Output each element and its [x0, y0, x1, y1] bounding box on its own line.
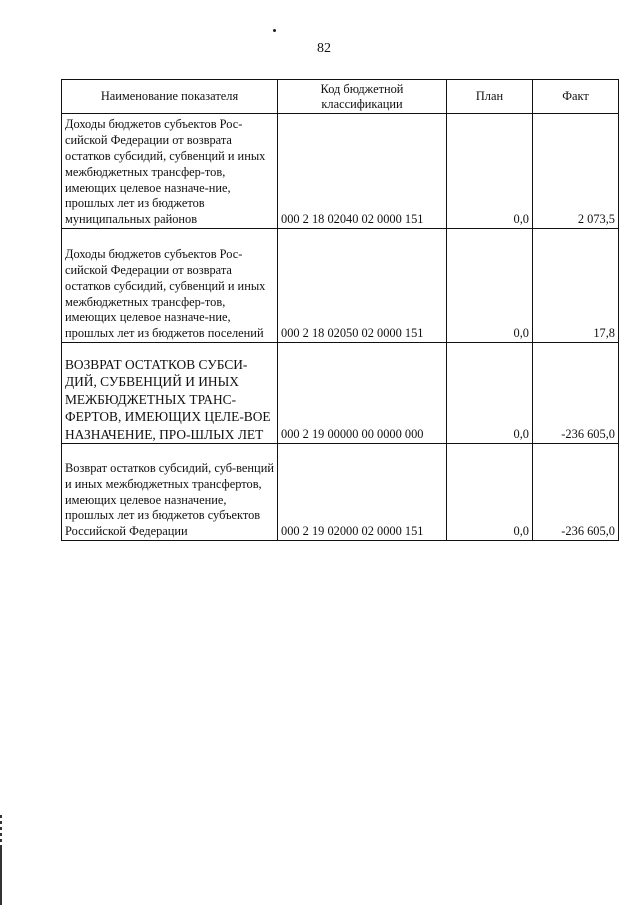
- row-code: 000 2 18 02040 02 0000 151: [278, 114, 447, 229]
- table-row: [62, 229, 619, 343]
- table-row: [62, 343, 619, 444]
- header-code: Код бюджетной классификации: [278, 80, 447, 114]
- row-plan: 0,0: [447, 343, 533, 444]
- row-fact: 17,8: [533, 229, 619, 343]
- scan-edge-mark: [0, 845, 2, 905]
- row-name: Доходы бюджетов субъектов Рос-сийской Федерации от возврата остатков субсидий, субвенций и иных межбюджетных трансфер-тов, имеющих целевое назначе-ние, прошлых лет из бюджетов муниципальных районов: [62, 114, 278, 229]
- table-header-row: [62, 80, 619, 114]
- row-code: 000 2 19 00000 00 0000 000: [278, 343, 447, 444]
- row-plan: 0,0: [447, 229, 533, 343]
- row-name: Доходы бюджетов субъектов Рос-сийской Федерации от возврата остатков субсидий, субвенций и иных межбюджетных трансфер-тов, имеющих целевое назначе-ние, прошлых лет из бюджетов поселений: [62, 229, 278, 343]
- budget-table: [61, 79, 619, 541]
- header-name: Наименование показателя: [62, 80, 278, 114]
- row-plan: 0,0: [447, 444, 533, 541]
- row-name: ВОЗВРАТ ОСТАТКОВ СУБСИ-ДИЙ, СУБВЕНЦИЙ И ИНЫХ МЕЖБЮДЖЕТНЫХ ТРАНС-ФЕРТОВ, ИМЕЮЩИХ ЦЕЛЕ-ВОЕ НАЗНАЧЕНИЕ, ПРО-ШЛЫХ ЛЕТ: [62, 343, 278, 444]
- row-plan: 0,0: [447, 114, 533, 229]
- row-fact: -236 605,0: [533, 343, 619, 444]
- row-fact: 2 073,5: [533, 114, 619, 229]
- row-code: 000 2 19 02000 02 0000 151: [278, 444, 447, 541]
- header-plan: План: [447, 80, 533, 114]
- row-fact: -236 605,0: [533, 444, 619, 541]
- table-row: [62, 114, 619, 229]
- table-row: [62, 444, 619, 541]
- page-number: 82: [317, 41, 331, 56]
- row-code: 000 2 18 02050 02 0000 151: [278, 229, 447, 343]
- scan-speck: [273, 29, 276, 32]
- header-fact: Факт: [533, 80, 619, 114]
- row-name: Возврат остатков субсидий, суб-венций и иных межбюджетных трансфертов, имеющих целевое назначение, прошлых лет из бюджетов субъектов Российской Федерации: [62, 444, 278, 541]
